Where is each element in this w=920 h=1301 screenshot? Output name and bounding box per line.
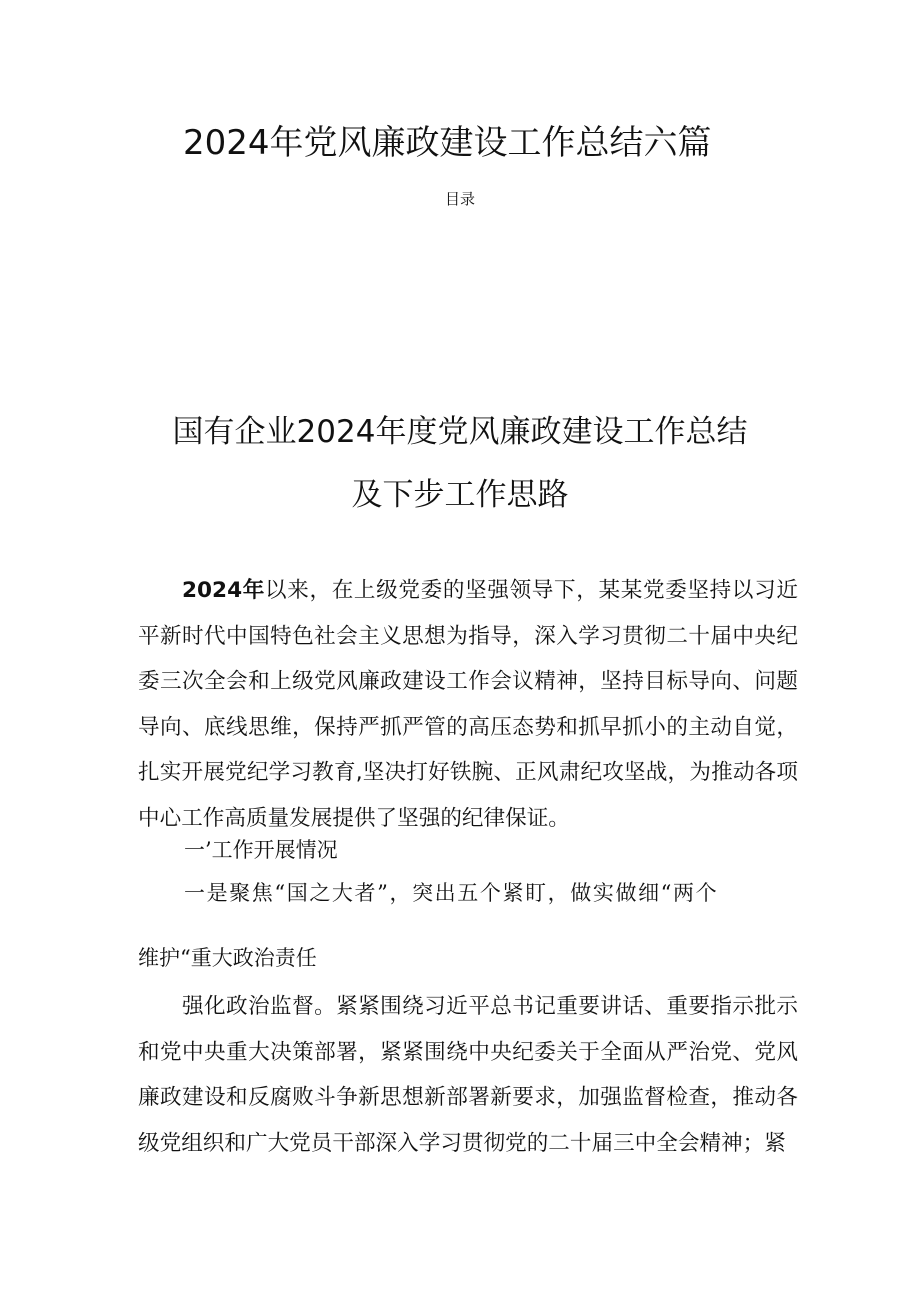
intro-paragraph-year: 2024年 — [182, 578, 265, 603]
intro-paragraph-text: 以来，在上级党委的坚强领导下，某某党委坚持以习近平新时代中国特色社会主义思想为指导，深入学习贯彻二十届中央纪委三次全会和上级党风廉政建设工作会议精神，坚持目标导向、问题导向、底线思维，保持严抓严管的高压态势和抓早抓小的主动自觉，扎实开展党纪学习教育,坚决打好铁腕、正风肃纪攻坚战，为推动各项中心工作高质量发展提供了坚强的纪律保证。 — [138, 578, 798, 831]
document-title: 2024年党风廉政建设工作总结六篇 — [183, 123, 712, 163]
article-title-line-1: 国有企业2024年度党风廉政建设工作总结 — [172, 414, 748, 450]
point-1-line-1: 一是聚焦“国之大者”，突出五个紧盯，做实做细“两个 — [184, 881, 719, 905]
political-supervision-paragraph: 强化政治监督。紧紧围绕习近平总书记重要讲话、重要指示批示和党中央重大决策部署，紧紧围绕中央纪委关于全面从严治党、党风廉政建设和反腐败斗争新思想新部署新要求，加强监督检查，推动各级党组织和广大党员干部深入学习贯彻党的二十届三中全会精神；紧 — [138, 994, 798, 1156]
article-title-line-2: 及下步工作思路 — [351, 477, 569, 513]
intro-paragraph — [138, 568, 798, 842]
point-1-line-2: 维护“重大政治责任 — [138, 946, 317, 970]
section-heading: 一’工作开展情况 — [184, 838, 338, 862]
table-of-contents-label: 目录 — [444, 190, 475, 208]
